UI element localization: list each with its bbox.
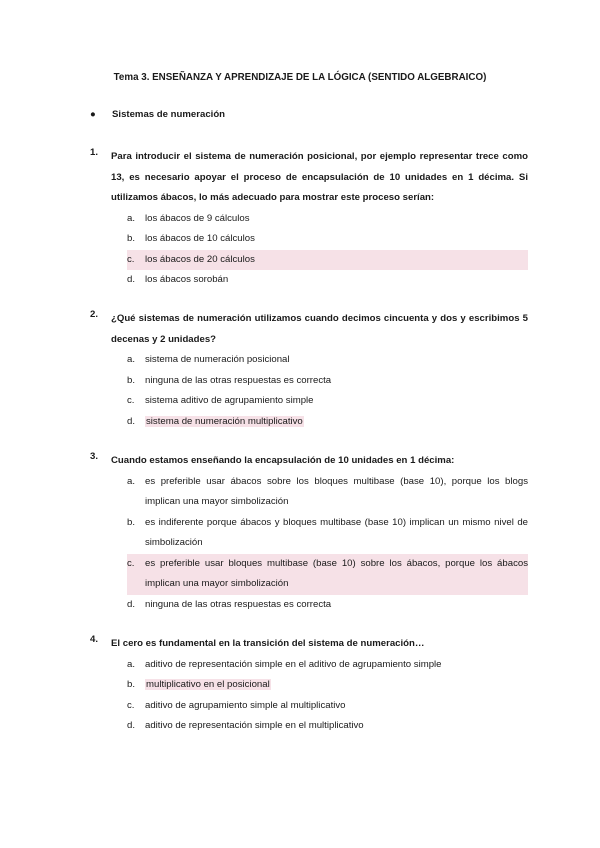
option-d-highlighted[interactable] (127, 412, 528, 433)
option-a[interactable] (127, 350, 528, 371)
question-text: Para introducir el sistema de numeración posicional, por ejemplo representar trece como 13, es necesario apoyar el proceso de encapsulación de 10 unidades en 1 décima. Si utilizamos ábacos, lo más adecuado para mostrar este proceso serían: (111, 151, 528, 203)
option-text: es preferible usar bloques multibase (base 10) sobre los ábacos, porque los ábacos implican una mayor simbolización (145, 557, 528, 589)
option-letter: a. (127, 658, 136, 670)
option-c-highlighted[interactable] (127, 554, 528, 595)
option-letter: d. (127, 274, 136, 285)
option-text: aditivo de representación simple en el multiplicativo (145, 720, 364, 731)
option-letter: b. (127, 233, 136, 244)
option-letter: b. (127, 516, 136, 528)
section-heading (90, 109, 225, 120)
option-letter: a. (127, 354, 136, 365)
option-letter: d. (127, 720, 136, 731)
option-b[interactable] (127, 513, 528, 554)
section-label: Sistemas de numeración (112, 109, 226, 120)
option-c-highlighted[interactable] (127, 250, 528, 271)
option-letter: b. (127, 679, 136, 690)
option-text: los ábacos de 20 cálculos (145, 253, 255, 265)
option-text: ninguna de las otras respuestas es correcta (145, 374, 332, 386)
question-1 (90, 147, 528, 291)
question-number: 3. (90, 451, 99, 462)
option-letter: d. (127, 598, 136, 610)
option-text: es preferible usar ábacos sobre los bloques multibase (base 10), porque los blogs implican una mayor simbolización (145, 475, 528, 507)
option-a[interactable] (127, 655, 528, 676)
question-number: 2. (90, 309, 99, 320)
question-text: ¿Qué sistemas de numeración utilizamos cuando decimos cincuenta y dos y escribimos 5 decenas y 2 unidades? (111, 313, 528, 345)
option-b[interactable] (127, 229, 528, 250)
option-list (127, 655, 528, 737)
option-list (127, 209, 528, 291)
option-a[interactable] (127, 472, 528, 513)
option-d[interactable] (127, 595, 528, 616)
option-text: sistema de numeración multiplicativo (146, 415, 303, 427)
question-text: Cuando estamos enseñando la encapsulación de 10 unidades en 1 décima: (111, 455, 455, 466)
question-2 (90, 309, 528, 432)
option-letter: c. (127, 395, 135, 406)
option-letter: b. (127, 374, 136, 386)
option-letter: c. (127, 699, 135, 711)
option-text: los ábacos sorobán (145, 274, 229, 285)
option-letter: a. (127, 212, 136, 224)
option-c[interactable] (127, 391, 528, 412)
option-a[interactable] (127, 209, 528, 230)
option-text: aditivo de agrupamiento simple al multiplicativo (145, 699, 346, 711)
option-list (127, 350, 528, 432)
option-text: sistema aditivo de agrupamiento simple (145, 395, 314, 406)
option-text: es indiferente porque ábacos y bloques multibase (base 10) implican un mismo nivel de simbolización (145, 516, 528, 548)
option-text: sistema de numeración posicional (145, 354, 290, 365)
option-letter: c. (127, 557, 135, 569)
question-3 (90, 451, 528, 615)
question-text: El cero es fundamental en la transición del sistema de numeración… (111, 638, 425, 649)
option-text: multiplicativo en el posicional (146, 679, 270, 690)
question-number: 4. (90, 634, 99, 645)
option-d[interactable] (127, 716, 528, 737)
option-text: los ábacos de 9 cálculos (145, 212, 250, 224)
option-list (127, 472, 528, 616)
option-letter: c. (127, 253, 135, 265)
option-c[interactable] (127, 696, 528, 717)
bullet-icon: ● (90, 109, 96, 120)
option-text: los ábacos de 10 cálculos (145, 233, 255, 244)
option-letter: d. (127, 415, 136, 427)
option-b-highlighted[interactable] (127, 675, 528, 696)
question-number: 1. (90, 147, 99, 158)
option-text: ninguna de las otras respuestas es correcta (145, 598, 332, 610)
option-letter: a. (127, 475, 136, 487)
page-title: Tema 3. ENSEÑANZA Y APRENDIZAJE DE LA LÓGICA (SENTIDO ALGEBRAICO) (113, 72, 487, 83)
option-d[interactable] (127, 270, 528, 291)
option-text: aditivo de representación simple en el aditivo de agrupamiento simple (145, 658, 442, 670)
question-4 (90, 634, 528, 737)
option-b[interactable] (127, 371, 528, 392)
